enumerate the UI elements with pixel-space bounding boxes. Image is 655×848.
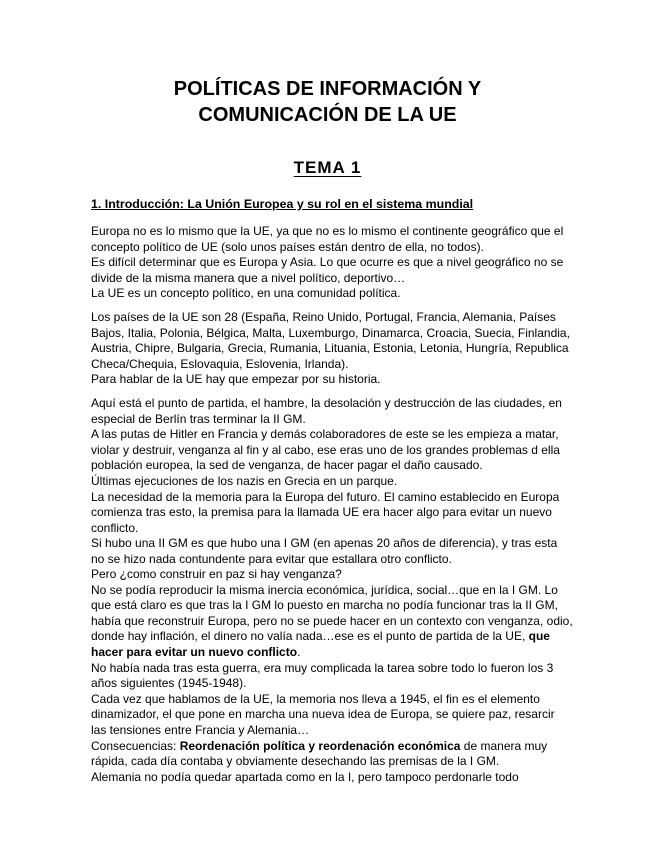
- paragraph-line: Austria, Chipre, Bulgaria, Grecia, Rumania, Lituania, Estonia, Letonia, Hungría, Republica: [91, 341, 569, 356]
- document-title-line-1: POLÍTICAS DE INFORMACIÓN Y: [173, 78, 482, 100]
- bold-text-run: hacer para evitar un nuevo conflicto: [91, 644, 298, 659]
- paragraph-line: Alemania no podía quedar apartada como en la I, pero tampoco perdonarle todo: [91, 769, 519, 784]
- text-run: donde hay inflación, el dinero no valía nada…ese es el punto de partida de la UE,: [91, 629, 529, 644]
- paragraph-line: Pero ¿como construir en paz si hay venganza?: [91, 567, 342, 581]
- paragraph-line: Cada vez que hablamos de la UE, la memoria nos lleva a 1945, el fin es el elemento: [91, 691, 540, 706]
- paragraph-line: No había nada tras esta guerra, era muy complicada la tarea sobre todo lo fueron los 3: [91, 660, 554, 675]
- document-title-line-2: COMUNICACIÓN DE LA UE: [198, 104, 457, 126]
- bold-text-run: que: [528, 629, 550, 644]
- paragraph-2: [91, 310, 571, 388]
- paragraph-line: [91, 645, 571, 661]
- paragraph-line: Bajos, Italia, Polonia, Bélgica, Malta, Luxemburgo, Dinamarca, Croacia, Suecia, Finlandia,: [91, 325, 570, 340]
- paragraph-line: las tensiones entre Francia y Alemania…: [91, 722, 310, 737]
- paragraph-line: violar y destruir, venganza al fin y al cabo, ese eras uno de los grandes problemas d ella: [91, 442, 560, 457]
- text-run: .: [297, 644, 301, 659]
- paragraph-line: población europea, la sed de venganza, de hacer pagar el daño causado.: [91, 458, 483, 473]
- paragraph-line: La necesidad de la memoria para la Europa del futuro. El camino establecido en Europa: [91, 489, 560, 504]
- paragraph-line: [91, 629, 571, 645]
- paragraph-line: que está claro es que tras la I GM lo puesto en marcha no podía funcionar tras la II GM,: [91, 598, 558, 613]
- paragraph-1: [91, 224, 571, 302]
- tema-heading-text: TEMA 1: [293, 158, 362, 177]
- paragraph-line: Si hubo una II GM es que hubo una I GM (en apenas 20 años de diferencia), y tras esta: [91, 536, 558, 551]
- paragraph-line: conflicto.: [91, 520, 139, 535]
- paragraph-line: Europa no es lo mismo que la UE, ya que no es lo mismo el continente geográfico que el: [91, 224, 564, 238]
- paragraph-line: concepto político de UE (solo unos países están dentro de ella, no todos).: [91, 239, 484, 254]
- paragraph-line: rápida, cada día contaba y obviamente desechando las premisas de la I GM.: [91, 754, 500, 769]
- paragraph-line: Últimas ejecuciones de los nazis en Grecia en un parque.: [91, 473, 398, 488]
- tema-heading: [0, 157, 655, 179]
- paragraph-line: Aquí está el punto de partida, el hambre, la desolación y destrucción de las ciudades, en: [91, 396, 562, 410]
- text-run: de manera muy: [460, 738, 548, 753]
- paragraph-4: [91, 567, 571, 785]
- paragraph-line: Checa/Chequia, Eslovaquia, Eslovenia, Irlanda).: [91, 356, 349, 371]
- paragraph-line: A las putas de Hitler en Francia y demás colaboradores de este se les empieza a matar,: [91, 427, 559, 442]
- paragraph-line: había que reconstruir Europa, pero no se puede hacer en un contexto con venganza, odio,: [91, 613, 573, 628]
- paragraph-line: años siguientes (1945-1948).: [91, 676, 247, 691]
- paragraph-line: Los países de la UE son 28 (España, Reino Unido, Portugal, Francia, Alemania, Países: [91, 310, 556, 324]
- section-heading: 1. Introducción: La Unión Europea y su rol en el sistema mundial: [91, 197, 474, 211]
- paragraph-line: No se podía reproducir la misma inercia económica, jurídica, social…que en la I GM. Lo: [91, 582, 558, 597]
- paragraph-3: [91, 396, 571, 568]
- paragraph-line: Para hablar de la UE hay que empezar por su historia.: [91, 372, 381, 387]
- paragraph-line: divide de la misma manera que a nivel político, deportivo…: [91, 270, 406, 285]
- paragraph-line: La UE es un concepto político, en una comunidad política.: [91, 286, 401, 301]
- paragraph-line: dinamizador, el que pone en marcha una nueva idea de Europa, se quiere paz, resarcir: [91, 707, 555, 722]
- paragraph-line: Es difícil determinar que es Europa y Asia. Lo que ocurre es que a nivel geográfico no se: [91, 255, 564, 270]
- paragraph-line: comienza tras esto, la premisa para la llamada UE era hacer algo para evitar un nuevo: [91, 505, 552, 520]
- paragraph-line: [91, 739, 571, 755]
- text-run: Consecuencias:: [91, 738, 180, 753]
- paragraph-line: especial de Berlín tras terminar la II GM.: [91, 411, 306, 426]
- bold-text-run: Reordenación política y reordenación económica: [179, 738, 461, 753]
- paragraph-line: no se hizo nada contundente para evitar que estallara otro conflicto.: [91, 551, 452, 566]
